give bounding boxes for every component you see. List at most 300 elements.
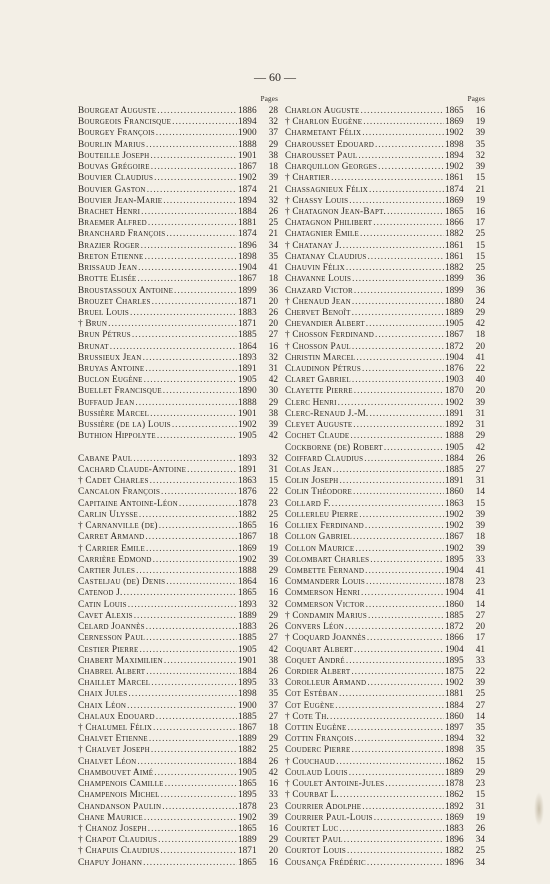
entry-year: 1902 — [238, 554, 257, 565]
entry-name: Cousança Frédéric — [285, 857, 366, 868]
index-entry — [285, 734, 485, 745]
leader-dots — [350, 431, 444, 442]
entry-page: 18 — [268, 532, 278, 543]
entry-page: 29 — [475, 307, 485, 318]
entry-year: 1902 — [445, 397, 464, 408]
index-entry — [78, 645, 278, 656]
index-entry — [285, 308, 485, 319]
entry-page: 29 — [268, 139, 278, 150]
index-entry — [78, 229, 278, 240]
entry-name: † Couchaud — [285, 756, 336, 767]
entry-year: 1895 — [238, 678, 257, 689]
entry-page: 32 — [268, 453, 278, 464]
leader-dots — [346, 656, 444, 667]
entry-name: Clerc-Renaud J.-M. — [285, 408, 369, 419]
index-entry — [285, 454, 485, 465]
entry-page: 29 — [475, 767, 485, 778]
entry-page: 32 — [268, 352, 278, 363]
index-entry — [285, 443, 485, 454]
leader-dots — [367, 633, 444, 644]
entry-year: 1874 — [238, 184, 257, 195]
entry-page: 35 — [475, 745, 485, 756]
entry-name: Colombart Charles — [285, 554, 370, 565]
entry-year: 1872 — [445, 622, 464, 633]
entry-name: Champenois Michel — [78, 790, 160, 801]
entry-page: 29 — [475, 431, 485, 442]
entry-page: 42 — [268, 375, 278, 386]
entry-name: Chavanne Louis — [285, 274, 352, 285]
leader-dots — [355, 544, 444, 555]
page-number: — 60 — — [254, 70, 296, 84]
entry-year: 1904 — [445, 565, 464, 576]
index-entry — [285, 263, 485, 274]
index-entry — [78, 712, 278, 723]
index-entry — [78, 106, 278, 117]
entry-page: 41 — [475, 565, 485, 576]
leader-dots — [370, 555, 444, 566]
entry-year: 1880 — [445, 296, 464, 307]
entry-page: 27 — [268, 330, 278, 341]
index-entry — [78, 386, 278, 397]
entry-page: 29 — [268, 610, 278, 621]
index-entry — [285, 375, 485, 386]
leader-dots — [138, 263, 237, 274]
index-entry — [285, 465, 485, 476]
leader-dots — [339, 824, 444, 835]
entry-page: 25 — [475, 263, 485, 274]
leader-dots — [137, 757, 237, 768]
index-entry — [78, 858, 278, 869]
entry-page: 35 — [268, 251, 278, 262]
entry-year: 1860 — [445, 487, 464, 498]
entry-page: 42 — [475, 442, 485, 453]
entry-name: Chambouvet Aimé — [78, 767, 154, 778]
leader-dots — [161, 487, 237, 498]
entry-year: 1893 — [238, 599, 257, 610]
entry-page: 15 — [475, 498, 485, 509]
index-entry — [78, 274, 278, 285]
entry-page: 33 — [475, 655, 485, 666]
entry-year: 1895 — [445, 554, 464, 565]
entry-page: 31 — [475, 420, 485, 431]
leader-dots — [353, 420, 444, 431]
entry-year: 1863 — [238, 476, 257, 487]
index-entry — [285, 544, 485, 555]
entry-year: 1869 — [445, 812, 464, 823]
leader-dots — [144, 375, 237, 386]
entry-year: 1888 — [238, 139, 257, 150]
leader-dots — [360, 229, 444, 240]
entry-name: Colin Théodore — [285, 487, 352, 498]
entry-name: Bruel Louis — [78, 307, 130, 318]
leader-dots — [352, 308, 444, 319]
entry-name: † Coulet Antoine-Jules — [285, 779, 385, 790]
entry-name: Bussière (de la) Louis — [78, 420, 171, 431]
index-entry — [78, 297, 278, 308]
entry-year: 1865 — [238, 779, 257, 790]
entry-name: Cochet Claude — [285, 431, 350, 442]
entry-name: Coquet André — [285, 655, 345, 666]
leader-dots — [336, 757, 444, 768]
entry-year: 1892 — [445, 801, 464, 812]
index-entry — [285, 297, 485, 308]
leader-dots — [150, 409, 237, 420]
entry-year: 1893 — [238, 352, 257, 363]
entry-name: Bouvier Claudius — [78, 173, 154, 184]
entry-name: Cestier Pierre — [78, 644, 139, 655]
entry-year: 1885 — [238, 330, 257, 341]
entry-name: Cockborne (de) Robert — [285, 442, 383, 453]
entry-year: 1878 — [445, 779, 464, 790]
entry-year: 1895 — [445, 655, 464, 666]
entry-page: 20 — [475, 341, 485, 352]
index-entry — [285, 162, 485, 173]
entry-year: 1862 — [445, 790, 464, 801]
index-entry — [285, 499, 485, 510]
entry-page: 21 — [475, 184, 485, 195]
entry-year: 1871 — [238, 319, 257, 330]
index-entry — [285, 185, 485, 196]
entry-page: 29 — [268, 734, 278, 745]
entry-page: 39 — [475, 678, 485, 689]
index-entry — [78, 835, 278, 846]
left-column — [78, 96, 278, 869]
entry-page: 33 — [475, 554, 485, 565]
index-entry — [285, 566, 485, 577]
index-entry — [78, 768, 278, 779]
index-entry — [285, 286, 485, 297]
leader-dots — [362, 802, 444, 813]
leader-dots — [375, 140, 444, 151]
entry-year: 1889 — [445, 307, 464, 318]
entry-name: Buellet Francisque — [78, 386, 162, 397]
leader-dots — [359, 510, 444, 521]
entry-year: 1899 — [238, 285, 257, 296]
entry-year: 1895 — [238, 790, 257, 801]
leader-dots — [172, 117, 237, 128]
index-entry — [78, 499, 278, 510]
index-entry — [285, 128, 485, 139]
entry-year: 1884 — [238, 206, 257, 217]
entry-name: Casteljau (de) Denis — [78, 577, 166, 588]
entry-page: 23 — [268, 801, 278, 812]
entry-page: 34 — [475, 857, 485, 868]
entry-page: 33 — [268, 790, 278, 801]
entry-page: 27 — [268, 711, 278, 722]
entry-name: † Brun — [78, 319, 108, 330]
leader-dots — [353, 532, 444, 543]
entry-year: 1905 — [238, 767, 257, 778]
right-column — [285, 96, 485, 869]
index-entry — [78, 319, 278, 330]
index-entry — [78, 802, 278, 813]
entry-year: 1902 — [445, 521, 464, 532]
index-entry — [78, 420, 278, 431]
leader-dots — [366, 319, 444, 330]
entry-name: Bourgey François — [78, 128, 155, 139]
entry-year: 1860 — [445, 711, 464, 722]
index-entry — [285, 117, 485, 128]
entry-year: 1867 — [445, 532, 464, 543]
index-entry — [285, 633, 485, 644]
leader-dots — [358, 151, 444, 162]
leader-dots — [349, 768, 444, 779]
index-entry — [78, 532, 278, 543]
index-entry — [78, 521, 278, 532]
index-entry — [78, 779, 278, 790]
entry-page: 25 — [475, 229, 485, 240]
index-entry — [285, 218, 485, 229]
entry-page: 27 — [475, 465, 485, 475]
leader-dots — [166, 577, 237, 588]
entry-year: 1878 — [238, 801, 257, 812]
entry-page: 39 — [475, 521, 485, 532]
index-entry — [78, 207, 278, 218]
index-entry — [78, 790, 278, 801]
leader-dots — [141, 207, 237, 218]
index-entry — [285, 196, 485, 207]
index-entry — [285, 790, 485, 801]
index-entry — [78, 185, 278, 196]
index-entry — [78, 151, 278, 162]
leader-dots — [147, 185, 237, 196]
entry-year: 1885 — [445, 465, 464, 475]
entry-year: 1899 — [445, 274, 464, 285]
entry-page: 23 — [475, 577, 485, 588]
entry-year: 1899 — [445, 285, 464, 296]
entry-page: 20 — [268, 846, 278, 857]
entry-year: 1869 — [238, 543, 257, 554]
entry-year: 1885 — [238, 633, 257, 644]
leader-dots — [340, 790, 444, 801]
entry-year: 1883 — [238, 307, 257, 318]
entry-name: Chazard Victor — [285, 285, 353, 296]
entry-page: 26 — [268, 307, 278, 318]
leader-dots — [163, 386, 237, 397]
entry-page: 21 — [268, 229, 278, 240]
entry-name: Charlon Auguste — [285, 106, 360, 116]
entry-year: 1863 — [445, 498, 464, 509]
index-entry — [285, 353, 485, 364]
leader-dots — [135, 398, 237, 409]
leader-dots — [351, 667, 444, 678]
leader-dots — [353, 487, 444, 498]
leader-dots — [385, 779, 444, 790]
entry-year: 1884 — [445, 700, 464, 711]
entry-name: Courtot Louis — [285, 846, 346, 857]
entry-year: 1867 — [238, 532, 257, 543]
entry-year: 1865 — [238, 824, 257, 834]
entry-name: Coquart Albert — [285, 644, 354, 655]
entry-name: Capitaine Antoine-Léon — [78, 498, 178, 509]
leader-dots — [130, 308, 237, 319]
entry-page: 14 — [475, 599, 485, 610]
entry-page: 39 — [475, 509, 485, 520]
index-entry — [285, 802, 485, 813]
entry-year: 1872 — [445, 341, 464, 352]
entry-year: 1903 — [445, 375, 464, 386]
index-entry — [285, 342, 485, 353]
index-entry — [285, 532, 485, 543]
entry-name: † Chatagnon Jean-Bapt. — [285, 206, 387, 217]
entry-page: 26 — [268, 666, 278, 677]
leader-dots — [128, 600, 237, 611]
entry-year: 1865 — [238, 588, 257, 599]
leader-dots — [349, 196, 444, 207]
index-entry — [285, 779, 485, 790]
entry-name: † Carrier Emile — [78, 543, 145, 554]
entry-year: 1883 — [238, 622, 257, 633]
entry-name: † Courbat L. — [285, 790, 339, 801]
leader-dots — [146, 140, 237, 151]
entry-page: 35 — [475, 723, 485, 734]
entry-name: † Chalvet Joseph — [78, 745, 150, 756]
entry-page: 42 — [268, 767, 278, 778]
leader-dots — [148, 218, 237, 229]
entry-year: 1871 — [238, 296, 257, 307]
entry-name: Chane Maurice — [78, 812, 143, 823]
index-entry — [78, 353, 278, 364]
leader-dots — [148, 824, 237, 835]
leader-dots — [366, 600, 444, 611]
entry-name: Chatagnon Philibert — [285, 218, 373, 229]
entry-name: Braemer Alfred — [78, 218, 147, 229]
index-entry — [285, 701, 485, 712]
entry-year: 1875 — [445, 666, 464, 677]
entry-year: 1901 — [238, 150, 257, 161]
leader-dots — [153, 723, 237, 734]
index-entry — [78, 544, 278, 555]
entry-year: 1876 — [238, 487, 257, 498]
leader-dots — [163, 196, 237, 207]
entry-year: 1894 — [445, 150, 464, 161]
leader-dots — [144, 252, 237, 263]
index-entry — [78, 465, 278, 476]
entry-page: 26 — [475, 453, 485, 464]
entry-page: 16 — [268, 857, 278, 868]
leader-dots — [331, 173, 444, 184]
index-entry — [78, 409, 278, 420]
index-entry — [285, 723, 485, 734]
entry-page: 26 — [475, 824, 485, 834]
index-entry — [285, 330, 485, 341]
index-entry — [285, 712, 485, 723]
index-entry — [285, 745, 485, 756]
index-entry — [285, 611, 485, 622]
index-entry — [285, 420, 485, 431]
index-entry — [78, 308, 278, 319]
entry-name: Cavet Alexis — [78, 610, 133, 621]
entry-name: Brazier Roger — [78, 240, 140, 251]
entry-year: 1904 — [445, 588, 464, 599]
entry-name: † Cote Th. — [285, 711, 329, 722]
entry-name: Christin Marcel — [285, 352, 356, 363]
leader-dots — [368, 611, 444, 622]
leader-dots — [150, 151, 237, 162]
entry-page: 37 — [268, 128, 278, 139]
leader-dots — [335, 701, 444, 712]
entry-year: 1882 — [445, 846, 464, 857]
entry-name: † Condamin Marius — [285, 610, 367, 621]
entry-name: Collon Gabriel — [285, 532, 353, 543]
entry-year: 1892 — [445, 420, 464, 431]
entry-page: 38 — [268, 408, 278, 419]
leader-dots — [378, 162, 444, 173]
index-entry — [78, 128, 278, 139]
index-entry — [78, 566, 278, 577]
leader-dots — [366, 577, 444, 588]
entry-page: 32 — [475, 734, 485, 745]
entry-year: 1881 — [238, 218, 257, 229]
entry-page: 41 — [475, 352, 485, 363]
leader-dots — [110, 342, 237, 353]
entry-year: 1889 — [238, 610, 257, 621]
entry-year: 1896 — [238, 240, 257, 251]
entry-page: 15 — [475, 790, 485, 801]
entry-year: 1889 — [238, 835, 257, 846]
entry-page: 16 — [268, 577, 278, 588]
entry-name: Cachard Claude-Antoine — [78, 465, 187, 475]
entry-year: 1869 — [445, 117, 464, 128]
entry-name: Chaillet Marcel — [78, 678, 151, 689]
leader-dots — [162, 802, 237, 813]
index-entry — [285, 824, 485, 835]
entry-page: 31 — [475, 801, 485, 812]
index-entry — [285, 510, 485, 521]
entry-name: Bussière Marcel — [78, 408, 150, 419]
leader-dots — [149, 734, 237, 745]
index-entry — [285, 409, 485, 420]
index-entry — [285, 577, 485, 588]
entry-page: 16 — [475, 206, 485, 217]
entry-year: 1882 — [238, 509, 257, 520]
entry-page: 25 — [268, 745, 278, 756]
leader-dots — [134, 611, 237, 622]
entry-name: Broustassoux Antoine — [78, 285, 174, 296]
leader-dots — [145, 532, 237, 543]
entry-page: 15 — [475, 251, 485, 262]
leader-dots — [139, 645, 237, 656]
entry-name: Clayette Pierre — [285, 386, 353, 397]
leader-dots — [352, 274, 444, 285]
entry-name: Chaix Jules — [78, 689, 128, 700]
leader-dots — [369, 185, 444, 196]
index-entry — [78, 117, 278, 128]
index-entry — [285, 846, 485, 857]
entry-name: Cabane Paul — [78, 453, 133, 464]
entry-name: Brussieux Jean — [78, 352, 142, 363]
entry-name: Chatagnier Emile — [285, 229, 360, 240]
leader-dots — [146, 622, 237, 633]
entry-page: 21 — [268, 184, 278, 195]
leader-dots — [144, 813, 237, 824]
entry-page: 39 — [475, 162, 485, 173]
entry-page: 37 — [268, 700, 278, 711]
leader-dots — [346, 263, 444, 274]
entry-year: 1878 — [445, 577, 464, 588]
left-column-header — [78, 96, 278, 106]
entry-page: 31 — [268, 465, 278, 475]
leader-dots — [352, 745, 445, 756]
entry-page: 39 — [475, 397, 485, 408]
entry-page: 20 — [268, 319, 278, 330]
entry-name: Chatanay Claudius — [285, 251, 367, 262]
entry-year: 1871 — [238, 846, 257, 857]
leader-dots — [153, 555, 237, 566]
entry-page: 19 — [475, 117, 485, 128]
entry-page: 14 — [475, 487, 485, 498]
entry-year: 1865 — [445, 106, 464, 116]
